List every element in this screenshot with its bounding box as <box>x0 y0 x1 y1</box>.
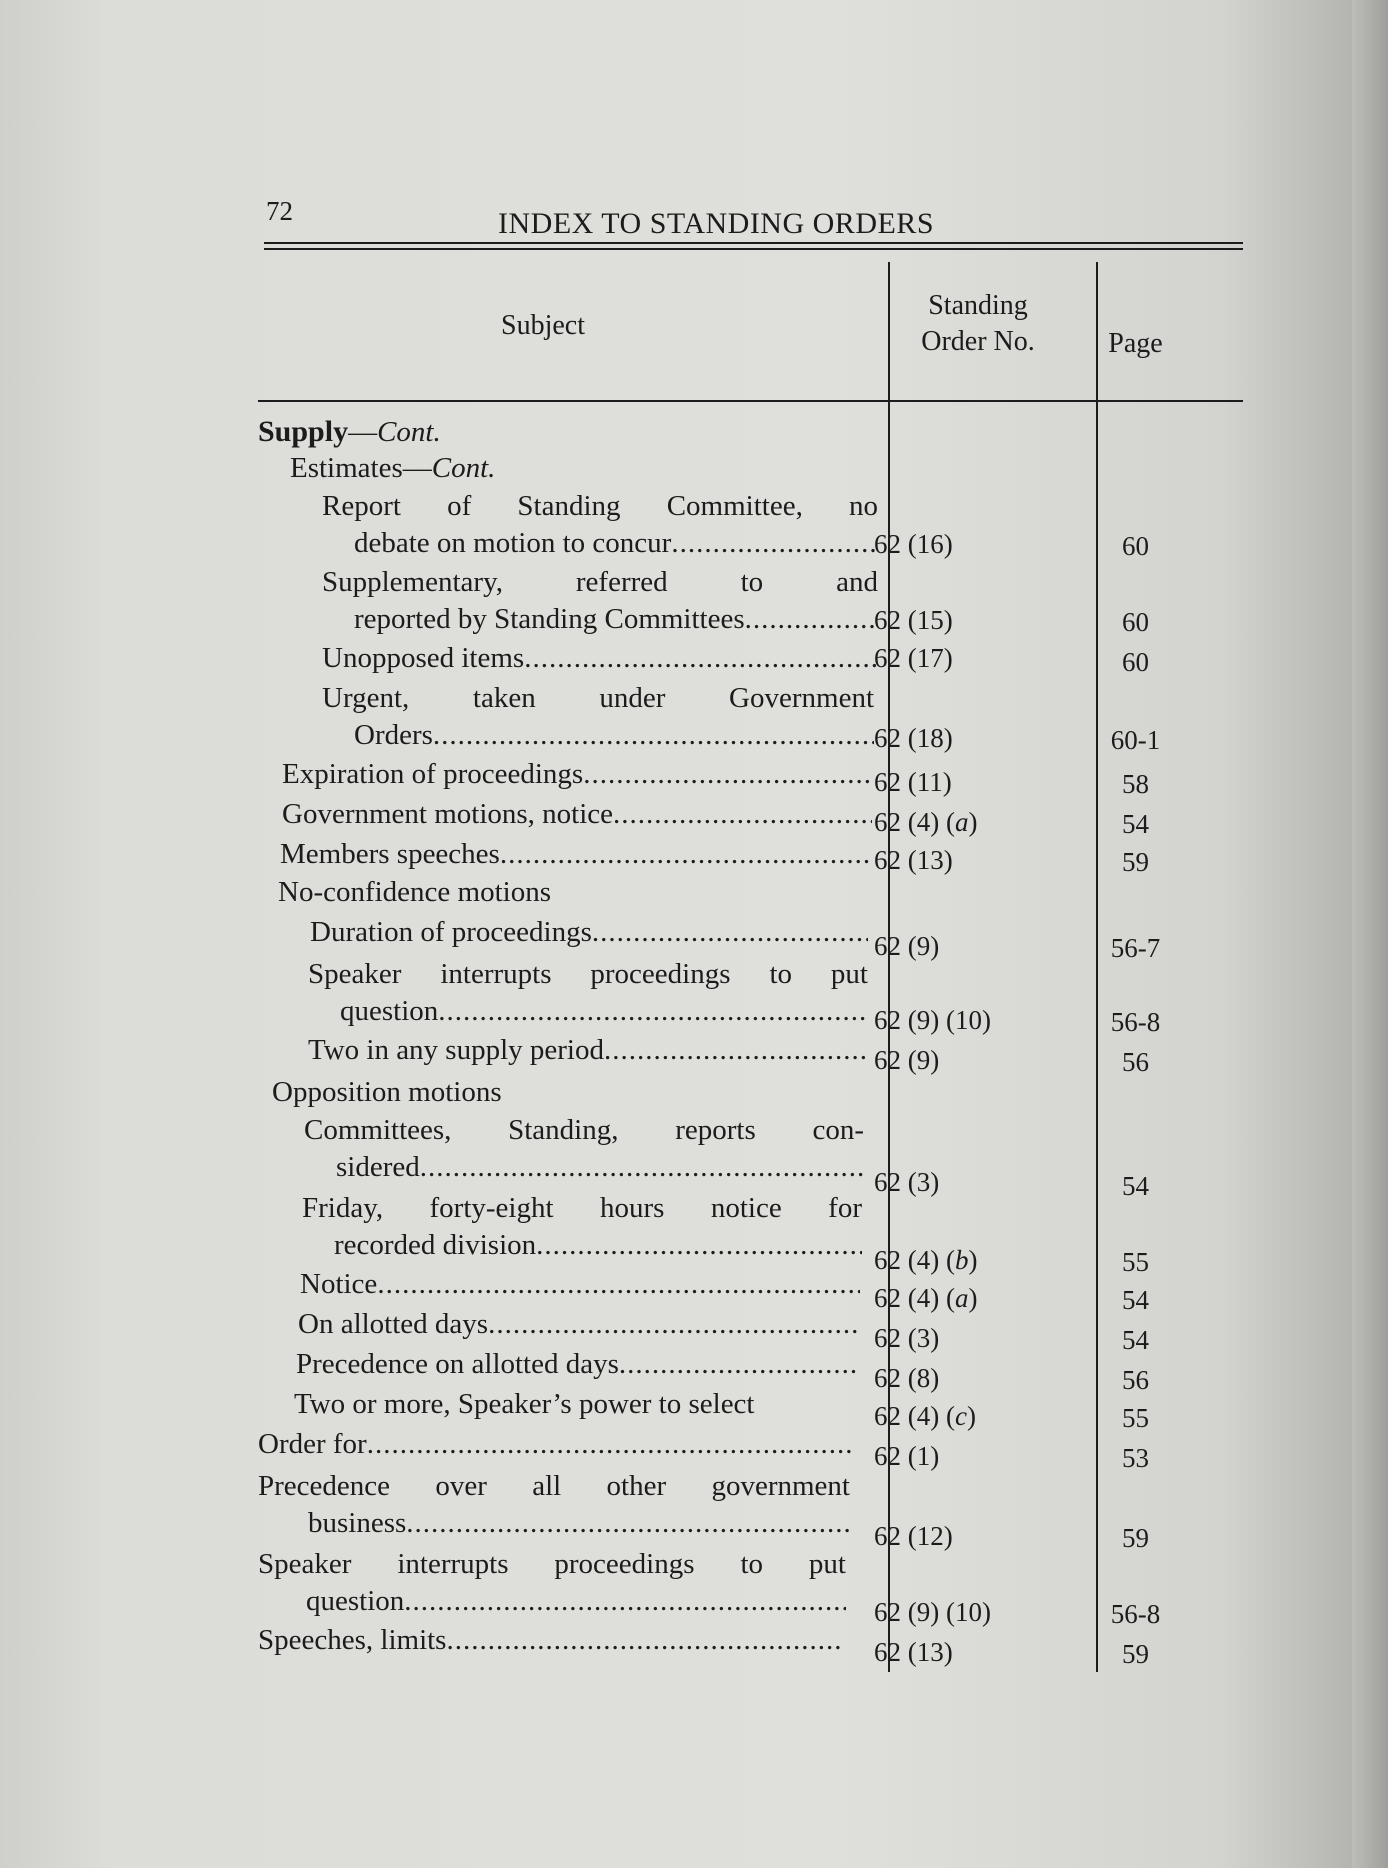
index-entry-row <box>258 1074 1243 1114</box>
entry-subject: Duration of proceedings ..... <box>310 914 868 950</box>
entry-subject: Unopposed items ..... <box>322 640 878 676</box>
entry-subject: Urgent, taken under Government Orders ..... <box>322 680 874 754</box>
entry-page: 56-8 <box>1110 1599 1161 1629</box>
entry-subject: Order for ..... <box>258 1426 854 1462</box>
entry-page: 56 <box>1122 1047 1149 1077</box>
column-header-page: Page <box>1108 328 1163 359</box>
entry-standing-order: 62 (17) <box>874 643 953 673</box>
entry-page: 60 <box>1122 607 1149 637</box>
entry-subject: Members speeches ..... <box>280 836 870 872</box>
index-entry-row <box>258 640 1243 680</box>
entry-standing-order: 62 (3) <box>874 1323 940 1353</box>
index-entry-row <box>258 956 1243 1037</box>
entry-page: 59 <box>1122 1639 1149 1669</box>
index-heading-row <box>258 414 1243 454</box>
entry-subject: Friday, forty-eight hours notice for recorded division ..... <box>302 1190 862 1264</box>
entry-page: 55 <box>1122 1403 1149 1433</box>
entry-subject: Two or more, Speaker’s power to select <box>294 1388 755 1420</box>
entry-page: 56-8 <box>1110 1007 1161 1037</box>
entry-standing-order: 62 (4) (a) <box>874 807 978 837</box>
entry-page: 54 <box>1122 1325 1149 1355</box>
index-subheading-row <box>258 450 1243 490</box>
entry-page: 54 <box>1122 1171 1149 1201</box>
entry-subject: Precedence on allotted days ..... <box>296 1346 856 1382</box>
entry-subject: Speaker interrupts proceedings to put question ..... <box>308 956 868 1030</box>
entry-standing-order: 62 (12) <box>874 1521 953 1551</box>
entry-page: 60 <box>1122 647 1149 677</box>
index-entry-row <box>258 1546 1243 1629</box>
entry-subject: Speeches, limits ..... <box>258 1622 844 1658</box>
header-rule-bottom <box>264 248 1243 250</box>
running-head <box>258 190 1243 250</box>
header-rule-top <box>264 242 1243 244</box>
entry-subject: Report of Standing Committee, no debate on motion to concur ..... <box>322 488 878 562</box>
entry-page: 54 <box>1122 1285 1149 1315</box>
entry-standing-order: 62 (15) <box>874 605 953 635</box>
column-header-standing-order <box>878 288 1078 360</box>
entry-subject: Government motions, notice ..... <box>282 796 872 832</box>
page-number: 72 <box>266 196 293 226</box>
entry-standing-order: 62 (9) (10) <box>874 1005 991 1035</box>
entry-subject: Speaker interrupts proceedings to put question ..... <box>258 1546 846 1620</box>
entry-subject: Supply—Cont. <box>258 415 441 448</box>
entry-standing-order: 62 (9) (10) <box>874 1597 991 1627</box>
entry-page: 58 <box>1122 769 1149 799</box>
entry-subject: Committees, Standing, reports con- sidered ..... <box>304 1112 864 1186</box>
entry-standing-order: 62 (13) <box>874 845 953 875</box>
entry-standing-order: 62 (11) <box>874 767 952 797</box>
index-entry-row <box>258 680 1243 756</box>
index-entry-row <box>258 1468 1243 1553</box>
index-entry-row <box>258 756 1243 799</box>
entry-subject: Opposition motions <box>272 1076 502 1108</box>
index-entry-row <box>258 1032 1243 1077</box>
index-entry-row <box>258 1112 1243 1201</box>
entry-page: 59 <box>1122 847 1149 877</box>
column-header-standing-order-line1: Standing <box>928 290 1028 321</box>
entry-subject: No-confidence motions <box>278 876 552 908</box>
entry-standing-order: 62 (4) (b) <box>874 1245 978 1275</box>
index-entry-row <box>258 836 1243 876</box>
entry-standing-order: 62 (16) <box>874 529 953 559</box>
page-title: INDEX TO STANDING ORDERS <box>498 207 934 240</box>
entry-subject: Supplementary, referred to and reported by Standing Committees ..... <box>322 564 878 638</box>
column-header-subject: Subject <box>501 310 585 341</box>
index-page <box>258 190 1243 1690</box>
entry-page: 60 <box>1122 531 1149 561</box>
entry-standing-order: 62 (9) <box>874 1045 940 1075</box>
entry-page: 55 <box>1122 1247 1149 1277</box>
entry-subject: Expiration of proceedings ..... <box>282 756 872 792</box>
index-entry-row <box>258 1190 1243 1277</box>
index-entry-row <box>258 1386 1243 1433</box>
entry-subject: Precedence over all other government business ..... <box>258 1468 850 1542</box>
index-entry-row <box>258 1306 1243 1355</box>
entry-subject: Estimates—Cont. <box>290 452 496 484</box>
entry-standing-order: 62 (1) <box>874 1441 940 1471</box>
entry-standing-order: 62 (4) (a) <box>874 1283 978 1313</box>
index-entry-row <box>258 1266 1243 1315</box>
entry-page: 56-7 <box>1110 933 1161 963</box>
index-entry-row <box>258 1346 1243 1395</box>
index-entry-row <box>258 564 1243 640</box>
index-entry-row <box>258 488 1243 564</box>
entry-standing-order: 62 (13) <box>874 1637 953 1667</box>
index-entry-row <box>258 1622 1243 1669</box>
index-entry-row <box>258 914 1243 963</box>
entry-standing-order: 62 (9) <box>874 931 940 961</box>
entry-subject: On allotted days ..... <box>298 1306 858 1342</box>
column-header-standing-order-line2: Order No. <box>921 326 1035 357</box>
index-entry-row <box>258 874 1243 914</box>
entry-standing-order: 62 (3) <box>874 1167 940 1197</box>
page-edge-shadow <box>1352 0 1388 1868</box>
entry-standing-order: 62 (8) <box>874 1363 940 1393</box>
entry-subject: Two in any supply period ..... <box>308 1032 866 1068</box>
entry-standing-order: 62 (4) (c) <box>874 1401 976 1431</box>
entry-page: 56 <box>1122 1365 1149 1395</box>
entry-standing-order: 62 (18) <box>874 723 953 753</box>
index-entry-row <box>258 1426 1243 1473</box>
entry-page: 59 <box>1122 1523 1149 1553</box>
entry-page: 60-1 <box>1110 725 1161 755</box>
index-entry-row <box>258 796 1243 839</box>
entry-subject: Notice ..... <box>300 1266 860 1302</box>
entry-page: 53 <box>1122 1443 1149 1473</box>
entry-page: 54 <box>1122 809 1149 839</box>
